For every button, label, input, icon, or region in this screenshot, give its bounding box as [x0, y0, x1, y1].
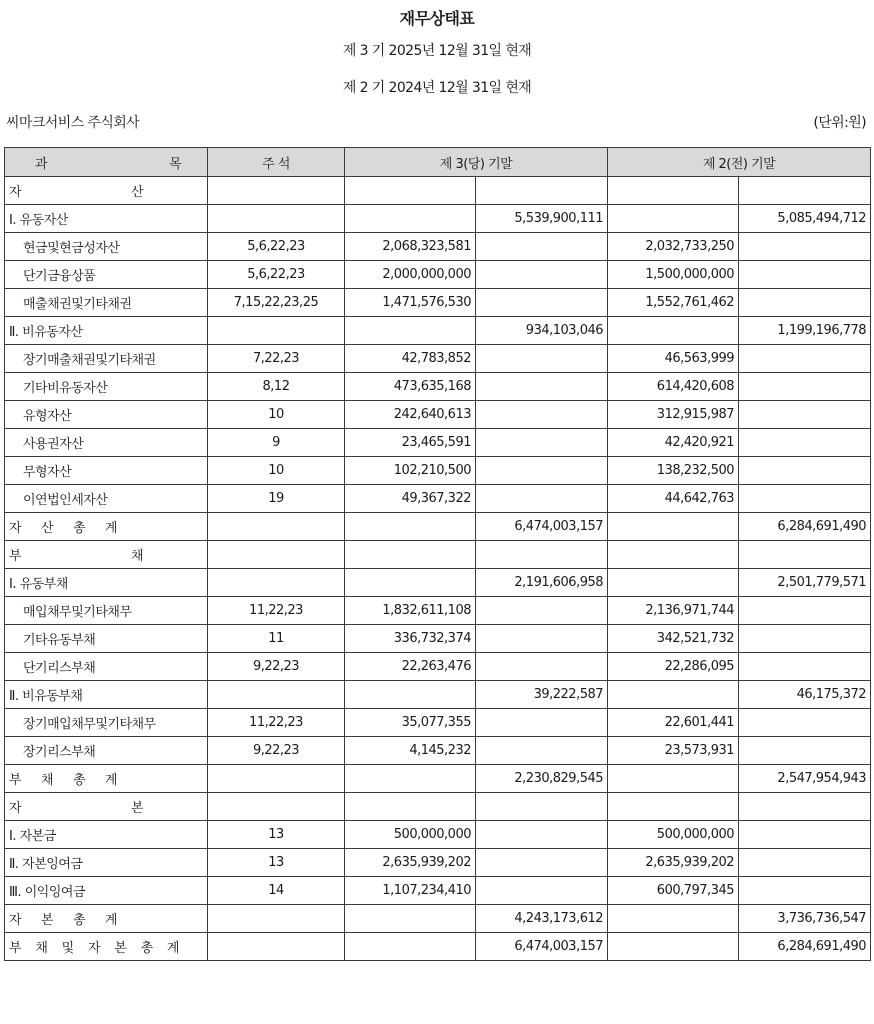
current-item-amount	[345, 765, 476, 793]
current-subtotal-amount	[476, 653, 608, 681]
current-item-amount: 473,635,168	[345, 373, 476, 401]
table-row	[5, 429, 871, 457]
current-item-amount: 1,832,611,108	[345, 597, 476, 625]
current-item-amount: 336,732,374	[345, 625, 476, 653]
table-row	[5, 485, 871, 513]
table-row	[5, 821, 871, 849]
table-row	[5, 849, 871, 877]
current-subtotal-amount	[476, 877, 608, 905]
current-item-amount: 242,640,613	[345, 401, 476, 429]
current-subtotal-amount	[476, 709, 608, 737]
account-name: 기타유동부채	[5, 625, 208, 653]
current-item-amount: 102,210,500	[345, 457, 476, 485]
current-item-amount	[345, 513, 476, 541]
account-name: 부 채 총 계	[5, 765, 208, 793]
prior-subtotal-amount	[739, 289, 871, 317]
prior-item-amount	[608, 569, 739, 597]
current-subtotal-amount	[476, 541, 608, 569]
prior-item-amount	[608, 317, 739, 345]
account-name: 부 채	[5, 541, 208, 569]
account-name: 기타비유동자산	[5, 373, 208, 401]
current-subtotal-amount	[476, 401, 608, 429]
prior-subtotal-amount	[739, 821, 871, 849]
table-row	[5, 569, 871, 597]
note-ref	[208, 513, 345, 541]
note-ref: 7,22,23	[208, 345, 345, 373]
account-name: 장기매출채권및기타채권	[5, 345, 208, 373]
current-subtotal-amount	[476, 233, 608, 261]
current-subtotal-amount	[476, 429, 608, 457]
account-name: Ⅰ. 유동부채	[5, 569, 208, 597]
note-ref	[208, 765, 345, 793]
current-subtotal-amount	[476, 177, 608, 205]
table-row	[5, 233, 871, 261]
header-prior-period: 제 2(전) 기말	[608, 148, 871, 177]
current-item-amount: 42,783,852	[345, 345, 476, 373]
prior-subtotal-amount	[739, 177, 871, 205]
prior-item-amount: 22,286,095	[608, 653, 739, 681]
note-ref: 7,15,22,23,25	[208, 289, 345, 317]
table-row	[5, 317, 871, 345]
account-name: 사용권자산	[5, 429, 208, 457]
header-account: 과 목	[5, 148, 208, 177]
current-subtotal-amount	[476, 457, 608, 485]
current-item-amount	[345, 933, 476, 961]
current-item-amount: 35,077,355	[345, 709, 476, 737]
current-subtotal-amount	[476, 373, 608, 401]
account-name: Ⅰ. 자본금	[5, 821, 208, 849]
account-name: 단기금융상품	[5, 261, 208, 289]
prior-item-amount: 600,797,345	[608, 877, 739, 905]
current-subtotal-amount: 39,222,587	[476, 681, 608, 709]
current-subtotal-amount	[476, 261, 608, 289]
prior-subtotal-amount	[739, 429, 871, 457]
current-item-amount	[345, 317, 476, 345]
current-item-amount: 22,263,476	[345, 653, 476, 681]
note-ref: 19	[208, 485, 345, 513]
prior-item-amount: 22,601,441	[608, 709, 739, 737]
note-ref	[208, 905, 345, 933]
prior-item-amount	[608, 513, 739, 541]
account-name: 현금및현금성자산	[5, 233, 208, 261]
unit-label: (단위:원)	[813, 115, 866, 131]
current-subtotal-amount	[476, 737, 608, 765]
table-row	[5, 261, 871, 289]
note-ref: 5,6,22,23	[208, 233, 345, 261]
prior-item-amount: 2,136,971,744	[608, 597, 739, 625]
table-row	[5, 905, 871, 933]
company-name: 씨마크서비스 주식회사	[6, 115, 140, 131]
current-subtotal-amount: 6,474,003,157	[476, 933, 608, 961]
account-name: 자 본 총 계	[5, 905, 208, 933]
prior-item-amount	[608, 177, 739, 205]
table-row	[5, 513, 871, 541]
current-item-amount: 49,367,322	[345, 485, 476, 513]
current-subtotal-amount	[476, 345, 608, 373]
prior-subtotal-amount	[739, 877, 871, 905]
prior-item-amount: 1,500,000,000	[608, 261, 739, 289]
current-item-amount: 500,000,000	[345, 821, 476, 849]
current-item-amount: 2,068,323,581	[345, 233, 476, 261]
current-item-amount	[345, 793, 476, 821]
account-name: Ⅱ. 비유동자산	[5, 317, 208, 345]
table-row	[5, 541, 871, 569]
account-name: Ⅱ. 자본잉여금	[5, 849, 208, 877]
current-item-amount: 23,465,591	[345, 429, 476, 457]
prior-subtotal-amount	[739, 597, 871, 625]
table-header-row	[5, 148, 871, 177]
note-ref: 5,6,22,23	[208, 261, 345, 289]
current-subtotal-amount	[476, 289, 608, 317]
note-ref: 11,22,23	[208, 709, 345, 737]
prior-item-amount: 2,032,733,250	[608, 233, 739, 261]
note-ref: 9	[208, 429, 345, 457]
account-name: 장기매입채무및기타채무	[5, 709, 208, 737]
note-ref	[208, 793, 345, 821]
account-name: 매출채권및기타채권	[5, 289, 208, 317]
account-name: Ⅰ. 유동자산	[5, 205, 208, 233]
current-subtotal-amount	[476, 485, 608, 513]
prior-item-amount: 23,573,931	[608, 737, 739, 765]
table-row	[5, 653, 871, 681]
prior-subtotal-amount	[739, 709, 871, 737]
prior-subtotal-amount: 2,501,779,571	[739, 569, 871, 597]
prior-item-amount	[608, 541, 739, 569]
account-name: 자 산 총 계	[5, 513, 208, 541]
table-row	[5, 793, 871, 821]
note-ref: 10	[208, 401, 345, 429]
prior-item-amount	[608, 765, 739, 793]
prior-subtotal-amount	[739, 625, 871, 653]
note-ref: 14	[208, 877, 345, 905]
prior-subtotal-amount	[739, 485, 871, 513]
current-item-amount	[345, 569, 476, 597]
note-ref	[208, 933, 345, 961]
table-row	[5, 597, 871, 625]
prior-subtotal-amount: 1,199,196,778	[739, 317, 871, 345]
note-ref	[208, 541, 345, 569]
account-name: 무형자산	[5, 457, 208, 485]
table-row	[5, 345, 871, 373]
prior-item-amount: 2,635,939,202	[608, 849, 739, 877]
prior-item-amount: 614,420,608	[608, 373, 739, 401]
prior-item-amount: 342,521,732	[608, 625, 739, 653]
prior-item-amount	[608, 933, 739, 961]
note-ref	[208, 681, 345, 709]
current-item-amount	[345, 205, 476, 233]
table-row	[5, 177, 871, 205]
statement-title: 재무상태표	[399, 9, 475, 28]
note-ref: 9,22,23	[208, 737, 345, 765]
current-item-amount	[345, 177, 476, 205]
note-ref: 11,22,23	[208, 597, 345, 625]
account-name: Ⅱ. 비유동부채	[5, 681, 208, 709]
table-row	[5, 625, 871, 653]
note-ref: 13	[208, 849, 345, 877]
prior-subtotal-amount: 46,175,372	[739, 681, 871, 709]
account-name: Ⅲ. 이익잉여금	[5, 877, 208, 905]
current-item-amount: 2,635,939,202	[345, 849, 476, 877]
table-row	[5, 457, 871, 485]
account-name: 단기리스부채	[5, 653, 208, 681]
note-ref: 9,22,23	[208, 653, 345, 681]
prior-item-amount: 42,420,921	[608, 429, 739, 457]
table-row	[5, 765, 871, 793]
current-subtotal-amount	[476, 625, 608, 653]
prior-item-amount: 44,642,763	[608, 485, 739, 513]
account-name: 매입채무및기타채무	[5, 597, 208, 625]
prior-subtotal-amount	[739, 233, 871, 261]
prior-subtotal-amount	[739, 261, 871, 289]
table-row	[5, 681, 871, 709]
account-name: 유형자산	[5, 401, 208, 429]
note-ref	[208, 569, 345, 597]
note-ref	[208, 317, 345, 345]
current-subtotal-amount	[476, 793, 608, 821]
prior-item-amount: 46,563,999	[608, 345, 739, 373]
current-subtotal-amount	[476, 821, 608, 849]
prior-subtotal-amount	[739, 373, 871, 401]
period-current: 제 3 기 2025년 12월 31일 현재	[342, 43, 532, 59]
prior-subtotal-amount: 6,284,691,490	[739, 933, 871, 961]
prior-item-amount: 1,552,761,462	[608, 289, 739, 317]
note-ref: 8,12	[208, 373, 345, 401]
prior-subtotal-amount	[739, 345, 871, 373]
note-ref	[208, 177, 345, 205]
prior-subtotal-amount: 2,547,954,943	[739, 765, 871, 793]
note-ref: 11	[208, 625, 345, 653]
account-name: 장기리스부채	[5, 737, 208, 765]
prior-subtotal-amount: 6,284,691,490	[739, 513, 871, 541]
prior-item-amount: 138,232,500	[608, 457, 739, 485]
current-subtotal-amount: 2,191,606,958	[476, 569, 608, 597]
table-row	[5, 709, 871, 737]
prior-item-amount	[608, 681, 739, 709]
current-item-amount	[345, 681, 476, 709]
table-row	[5, 401, 871, 429]
current-item-amount	[345, 541, 476, 569]
current-item-amount: 1,471,576,530	[345, 289, 476, 317]
current-item-amount	[345, 905, 476, 933]
note-ref	[208, 205, 345, 233]
table-row	[5, 373, 871, 401]
prior-subtotal-amount	[739, 653, 871, 681]
current-subtotal-amount	[476, 849, 608, 877]
current-subtotal-amount: 4,243,173,612	[476, 905, 608, 933]
prior-subtotal-amount	[739, 457, 871, 485]
prior-item-amount: 500,000,000	[608, 821, 739, 849]
period-prior: 제 2 기 2024년 12월 31일 현재	[342, 80, 532, 96]
prior-subtotal-amount	[739, 793, 871, 821]
table-body	[5, 177, 871, 961]
prior-subtotal-amount	[739, 849, 871, 877]
prior-subtotal-amount	[739, 737, 871, 765]
table-row	[5, 205, 871, 233]
prior-subtotal-amount	[739, 401, 871, 429]
current-subtotal-amount: 2,230,829,545	[476, 765, 608, 793]
prior-item-amount	[608, 793, 739, 821]
prior-item-amount: 312,915,987	[608, 401, 739, 429]
balance-sheet-table	[4, 147, 871, 961]
current-item-amount: 2,000,000,000	[345, 261, 476, 289]
account-name: 자 본	[5, 793, 208, 821]
header-current-period: 제 3(당) 기말	[345, 148, 608, 177]
note-ref: 13	[208, 821, 345, 849]
current-subtotal-amount: 5,539,900,111	[476, 205, 608, 233]
header-note: 주 석	[208, 148, 345, 177]
current-subtotal-amount: 6,474,003,157	[476, 513, 608, 541]
table-row	[5, 933, 871, 961]
account-name: 부 채 및 자 본 총 계	[5, 933, 208, 961]
prior-subtotal-amount: 5,085,494,712	[739, 205, 871, 233]
table-row	[5, 289, 871, 317]
current-subtotal-amount: 934,103,046	[476, 317, 608, 345]
current-subtotal-amount	[476, 597, 608, 625]
account-name: 자 산	[5, 177, 208, 205]
table-row	[5, 737, 871, 765]
table-row	[5, 877, 871, 905]
prior-subtotal-amount	[739, 541, 871, 569]
note-ref: 10	[208, 457, 345, 485]
account-name: 이연법인세자산	[5, 485, 208, 513]
prior-subtotal-amount: 3,736,736,547	[739, 905, 871, 933]
current-item-amount: 1,107,234,410	[345, 877, 476, 905]
current-item-amount: 4,145,232	[345, 737, 476, 765]
prior-item-amount	[608, 905, 739, 933]
prior-item-amount	[608, 205, 739, 233]
